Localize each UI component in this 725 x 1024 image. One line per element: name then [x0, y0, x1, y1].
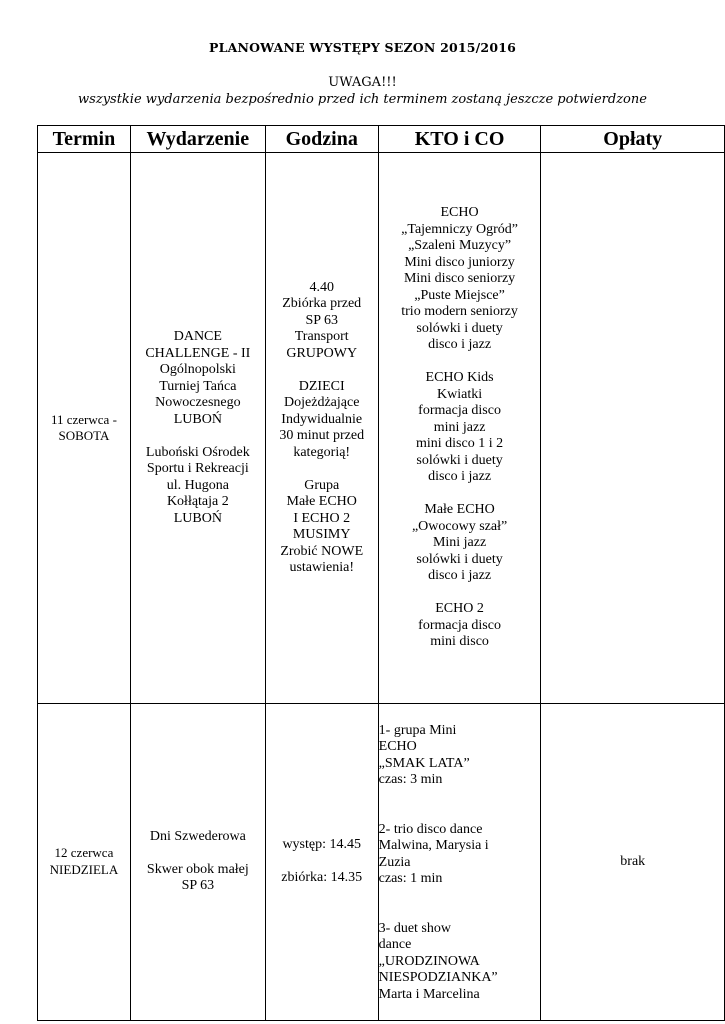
cell-kto-i-co — [378, 704, 541, 1021]
column-header-godzina: Godzina — [265, 126, 378, 153]
cell-godzina: występ: 14.45 zbiórka: 14.35 — [265, 704, 378, 1021]
cell-wydarzenie: Dni Szwederowa Skwer obok małej SP 63 — [130, 704, 265, 1021]
cell-oplaty — [541, 153, 725, 704]
document-title: PLANOWANE WYSTĘPY SEZON 2015/2016 — [208, 40, 517, 55]
column-header-kto-i-co: KTO i CO — [378, 126, 541, 153]
cell-termin: 12 czerwca NIEDZIELA — [38, 704, 131, 1021]
cell-kto-i-co: ECHO „Tajemniczy Ogród” „Szaleni Muzycy” Mini disco juniorzy Mini disco seniorzy „Puste Miejsce” trio modern seniorzy solówki i duety disco i jazz ECHO Kids Kwiatki formacja disco mini jazz mini disco 1 i 2 solówki i duety disco i jazz Małe ECHO „Owocowy szał” Mini jazz solówki i duety disco i jazz ECHO 2 formacja disco mini disco — [378, 153, 541, 704]
column-header-oplaty: Opłaty — [541, 126, 725, 153]
table-row — [38, 704, 725, 1021]
schedule-table — [37, 125, 725, 1021]
performance-item: 1- grupa Mini ECHO „SMAK LATA” czas: 3 min — [378, 722, 470, 787]
table-header-row — [38, 126, 725, 153]
cell-termin: 11 czerwca - SOBOTA — [38, 153, 131, 704]
warning-text: UWAGA!!! — [328, 75, 397, 90]
performance-item: 3- duet show dance „URODZINOWA NIESPODZIANKA” Marta i Marcelina — [378, 920, 498, 1002]
cell-oplaty: brak — [541, 704, 725, 1021]
table-row — [38, 153, 725, 704]
cell-godzina: 4.40 Zbiórka przed SP 63 Transport GRUPOWY DZIECI Dojeżdżające Indywidualnie 30 minut przed kategorią! Grupa Małe ECHO I ECHO 2 MUSIMY Zrobić NOWE ustawienia! — [265, 153, 378, 704]
confirmation-note: wszystkie wydarzenia bezpośrednio przed ich terminem zostaną jeszcze potwierdzone — [78, 92, 647, 107]
column-header-termin: Termin — [38, 126, 131, 153]
column-header-wydarzenie: Wydarzenie — [130, 126, 265, 153]
cell-wydarzenie: DANCE CHALLENGE - II Ogólnopolski Turniej Tańca Nowoczesnego LUBOŃ Luboński Ośrodek Sportu i Rekreacji ul. Hugona Kołłątaja 2 LUBOŃ — [130, 153, 265, 704]
performance-item: 2- trio disco dance Malwina, Marysia i Zuzia czas: 1 min — [378, 821, 489, 886]
